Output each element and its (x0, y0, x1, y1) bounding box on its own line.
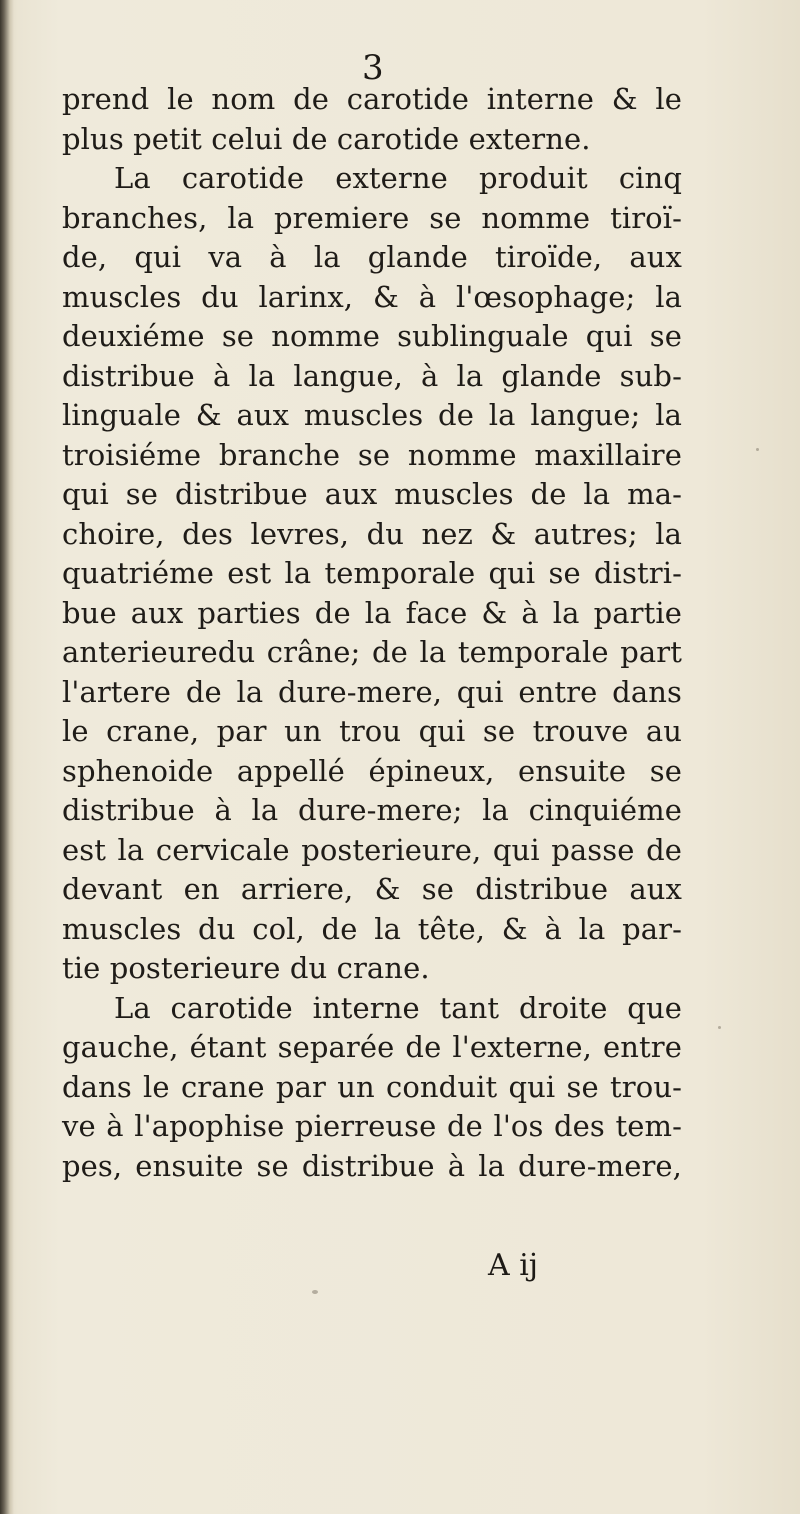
text-line: dans le crane par un conduit qui se trou- (62, 1069, 682, 1104)
text-line: muscles du col, de la tête, & à la par- (62, 911, 682, 946)
text-line: La carotide externe produit cinq (114, 161, 682, 195)
text-line: La carotide interne tant droite que (114, 990, 682, 1025)
text-line: prend le nom de carotide interne & le (62, 82, 682, 116)
paper-speck (756, 448, 759, 451)
signature-mark: A ij (488, 1248, 539, 1283)
text-line: anterieuredu crâne; de la temporale part (62, 635, 682, 669)
text-line: plus petit celui de carotide externe. (62, 121, 591, 156)
body-text (62, 80, 682, 1186)
text-line: qui se distribue aux muscles de la ma- (62, 477, 682, 511)
text-line: deuxiéme se nomme sublinguale qui se (62, 319, 682, 353)
text-line: l'artere de la dure-mere, qui entre dans (62, 674, 682, 709)
text-line: pes, ensuite se distribue à la dure-mere, (62, 1148, 682, 1183)
text-line: tie posterieure du crane. (62, 951, 430, 985)
text-line: distribue à la dure-mere; la cinquiéme (62, 793, 682, 827)
text-line: choire, des levres, du nez & autres; la (62, 516, 682, 551)
text-line: est la cervicale posterieure, qui passe de (62, 832, 682, 867)
text-line: branches, la premiere se nomme tiroï- (62, 200, 682, 235)
text-line: de, qui va à la glande tiroïde, aux (62, 240, 682, 274)
text-line: sphenoide appellé épineux, ensuite se (62, 753, 682, 788)
text-line: distribue à la langue, à la glande sub- (62, 358, 682, 393)
binding-gutter (0, 0, 14, 1514)
paper-speck (312, 1290, 318, 1294)
text-line: quatriéme est la temporale qui se distri- (62, 556, 682, 590)
text-line: devant en arriere, & se distribue aux (62, 872, 682, 906)
text-line: gauche, étant separée de l'externe, entre (62, 1030, 682, 1064)
text-line: linguale & aux muscles de la langue; la (62, 398, 682, 432)
page-number: 3 (362, 48, 384, 88)
text-line: le crane, par un trou qui se trouve au (62, 714, 682, 748)
text-line: ve à l'apophise pierreuse de l'os des tem- (62, 1109, 682, 1143)
text-line: troisiéme branche se nomme maxillaire (62, 437, 682, 472)
paper-speck (718, 1026, 721, 1029)
text-line: muscles du larinx, & à l'œsophage; la (62, 279, 682, 314)
text-line: bue aux parties de la face & à la partie (62, 595, 682, 630)
